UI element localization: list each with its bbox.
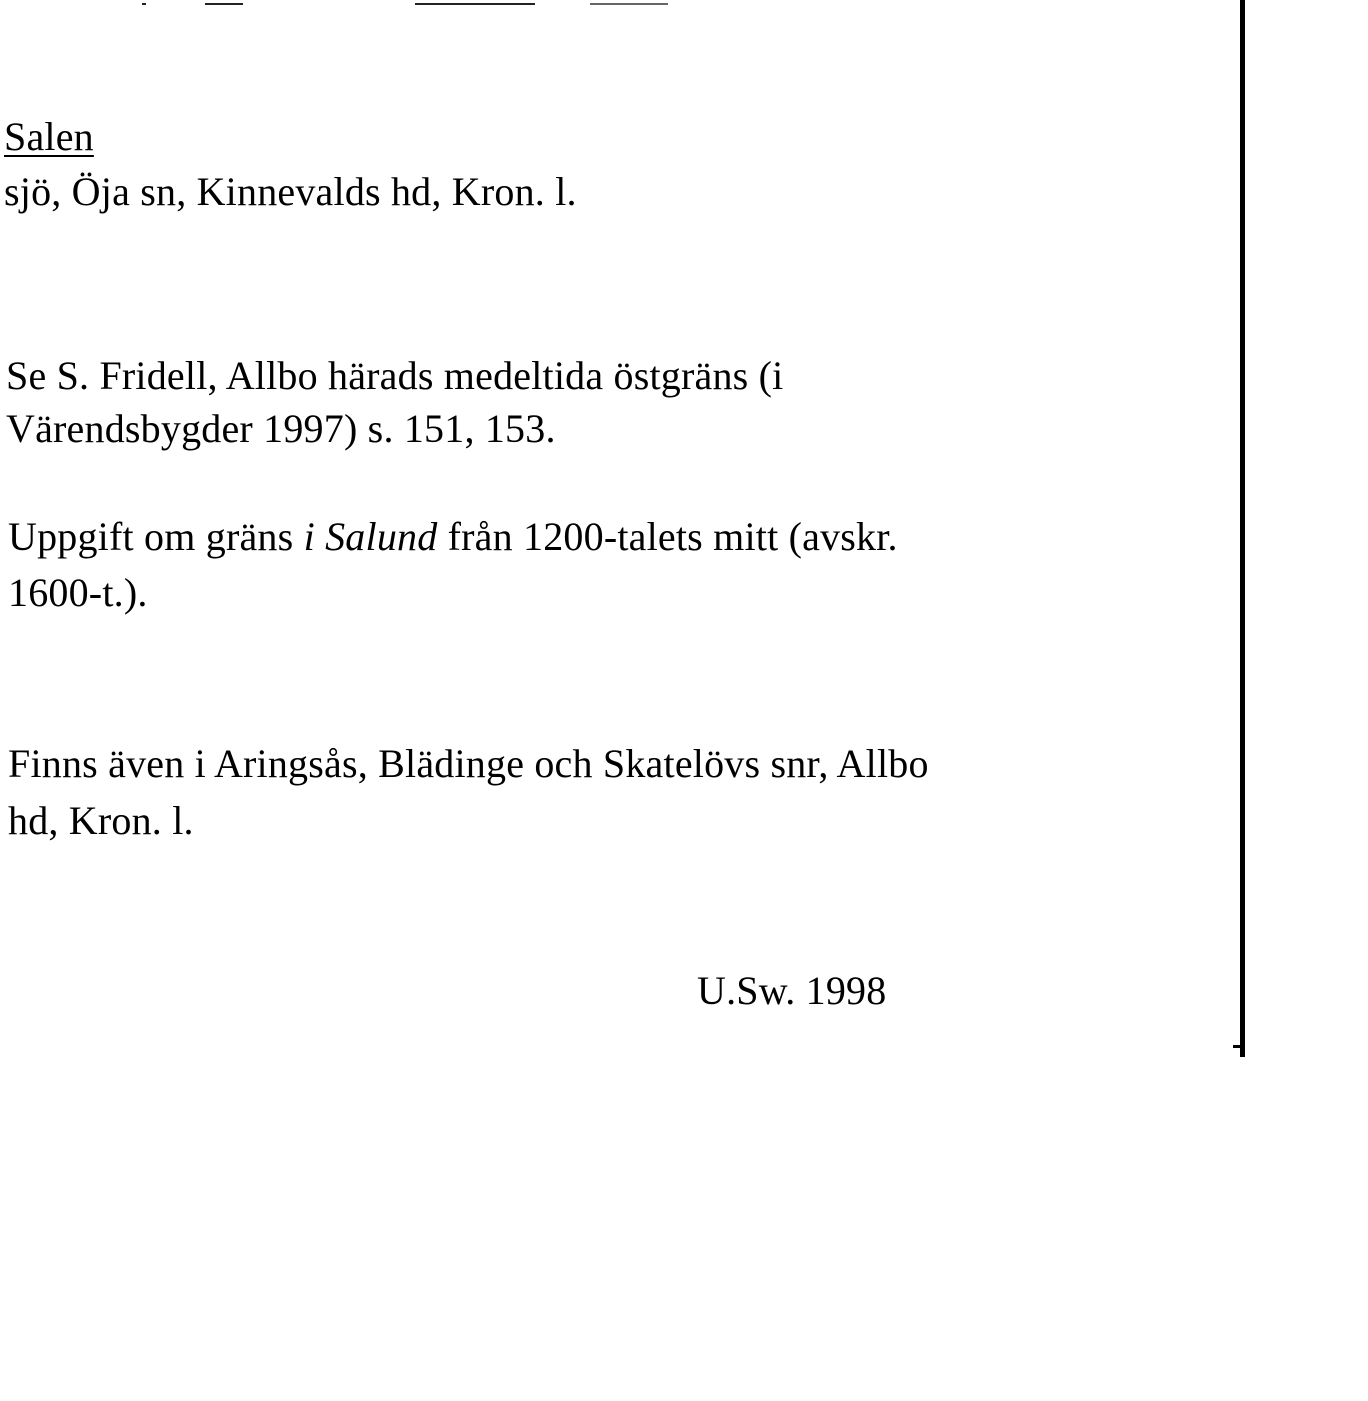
note-line-1 [8,513,898,561]
note-text-after: från 1200-talets mitt (avskr. [437,514,898,559]
also-line-1: Finns även i Aringsås, Blädinge och Skatelövs snr, Allbo [8,741,929,786]
reference-line-2: Värendsbygder 1997) s. 151, 153. [6,406,556,451]
note-place-italic: i Salund [303,514,438,559]
signature: U.Sw. 1998 [697,968,887,1013]
scan-artifact [590,3,668,5]
reference-line-1: Se S. Fridell, Allbo härads medeltida östgräns (i [6,353,784,398]
card-description: sjö, Öja sn, Kinnevalds hd, Kron. l. [4,169,577,214]
note-text-before: Uppgift om gräns [8,514,304,559]
card-headword: Salen [4,114,94,159]
card-edge-tick [1233,1045,1245,1048]
note-line-2: 1600-t.). [8,570,148,615]
scan-artifact [142,3,146,5]
also-line-2: hd, Kron. l. [8,798,194,843]
scan-artifact [415,3,535,5]
card-edge-rule [1240,0,1245,1057]
scan-artifact [205,3,243,5]
